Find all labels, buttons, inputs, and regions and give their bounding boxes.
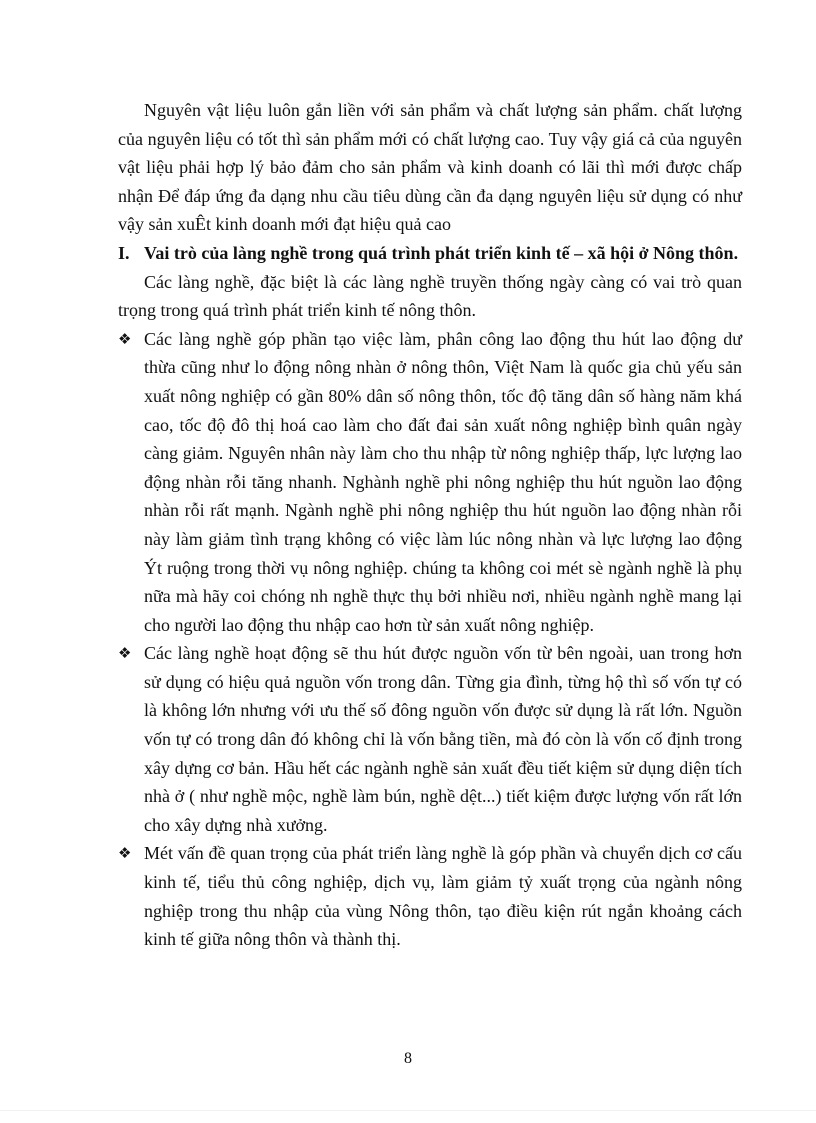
bullet-list [118,325,742,954]
section-lead-paragraph: Các làng nghề, đặc biệt là các làng nghề truyền thống ngày càng có vai trò quan trọng trong quá trình phát triển kinh tế nông thôn. [118,271,742,321]
section-number: I. [118,242,130,263]
bullet-text: Mét vấn đề quan trọng của phát triển làng nghề là góp phần và chuyển dịch cơ cấu kinh tế, tiểu thủ công nghiệp, dịch vụ, làm giảm tỷ xuất trọng của ngành nông nghiệp trong thu nhập của vùng Nông thôn, tạo điều kiện rút ngắn khoảng cách kinh tế giữa nông thôn và thành thị. [144,843,742,950]
list-item [118,325,742,640]
section-title: Vai trò của làng nghề trong quá trình phát triển kinh tế – xã hội ở Nông thôn. [144,242,739,263]
page-body [118,96,742,954]
page-bottom-divider [0,1110,816,1111]
list-item [118,839,742,953]
section-heading [118,239,742,268]
four-diamond-bullet-icon: ❖ [118,644,132,663]
intro-paragraph: Nguyên vật liệu luôn gắn liền với sản phẩm và chất lượng sản phẩm. chất lượng của nguyên liệu có tốt thì sản phẩm mới có chất lượng cao. Tuy vậy giá cả của nguyên vật liệu phải hợp lý bảo đảm cho sản phẩm và kinh doanh có lãi thì mới được chấp nhận Để đáp ứng đa dạng nhu cầu tiêu dùng cần đa dạng nguyên liệu sử dụng có như vậy sản xuÊt kinh doanh mới đạt hiệu quả cao [118,100,742,235]
four-diamond-bullet-icon: ❖ [118,844,132,863]
four-diamond-bullet-icon: ❖ [118,329,132,348]
page-number: 8 [404,1050,412,1067]
bullet-text: Các làng nghề góp phần tạo việc làm, phân công lao động thu hút lao động dư thừa cũng như lo động nông nhàn ở nông thôn, Việt Nam là quốc gia chủ yếu sản xuất nông nghiệp có gần 80% dân số nông thôn, tốc độ tăng dân số hàng năm khá cao, tốc độ đô thị hoá cao làm cho đất đai sản xuất nông nghiệp bình quân ngày càng giảm. Nguyên nhân này làm cho thu nhập từ nông nghiệp thấp, lực lượng lao động nhàn rỗi tăng nhanh. Nghành nghề phi nông nghiệp thu hút nguồn lao động nhàn rỗi rất mạnh. Ngành nghề phi nông nghiệp thu hút nguồn lao động nhàn rỗi này làm giảm tình trạng không có việc làm lúc nông nhàn và lực lượng lao động Ýt ruộng trong thời vụ nông nghiệp. chúng ta không coi mét sè ngành nghề là phụ nữa mà hãy coi chóng nh nghề thực thụ bởi nhiều nơi, nhiều ngành nghề mang lại cho người lao động thu nhập cao hơn từ sản xuất nông nghiệp. [144,328,742,635]
bullet-text: Các làng nghề hoạt động sẽ thu hút được nguồn vốn từ bên ngoài, uan trong hơn sử dụng có hiệu quả nguồn vốn trong dân. Từng gia đình, từng hộ thì số vốn tự có là không lớn nhưng với ưu thế số đông nguồn vốn được sử dụng là rất lớn. Nguồn vốn tự có trong dân đó không chỉ là vốn bằng tiền, mà đó còn là vốn cố định trong xây dựng cơ bản. Hầu hết các ngành nghề sản xuất đều tiết kiệm sử dụng diện tích nhà ở ( như nghề mộc, nghề làm bún, nghề dệt...) tiết kiệm được lượng vốn rất lớn cho xây dựng nhà xưởng. [144,643,742,835]
list-item [118,639,742,839]
